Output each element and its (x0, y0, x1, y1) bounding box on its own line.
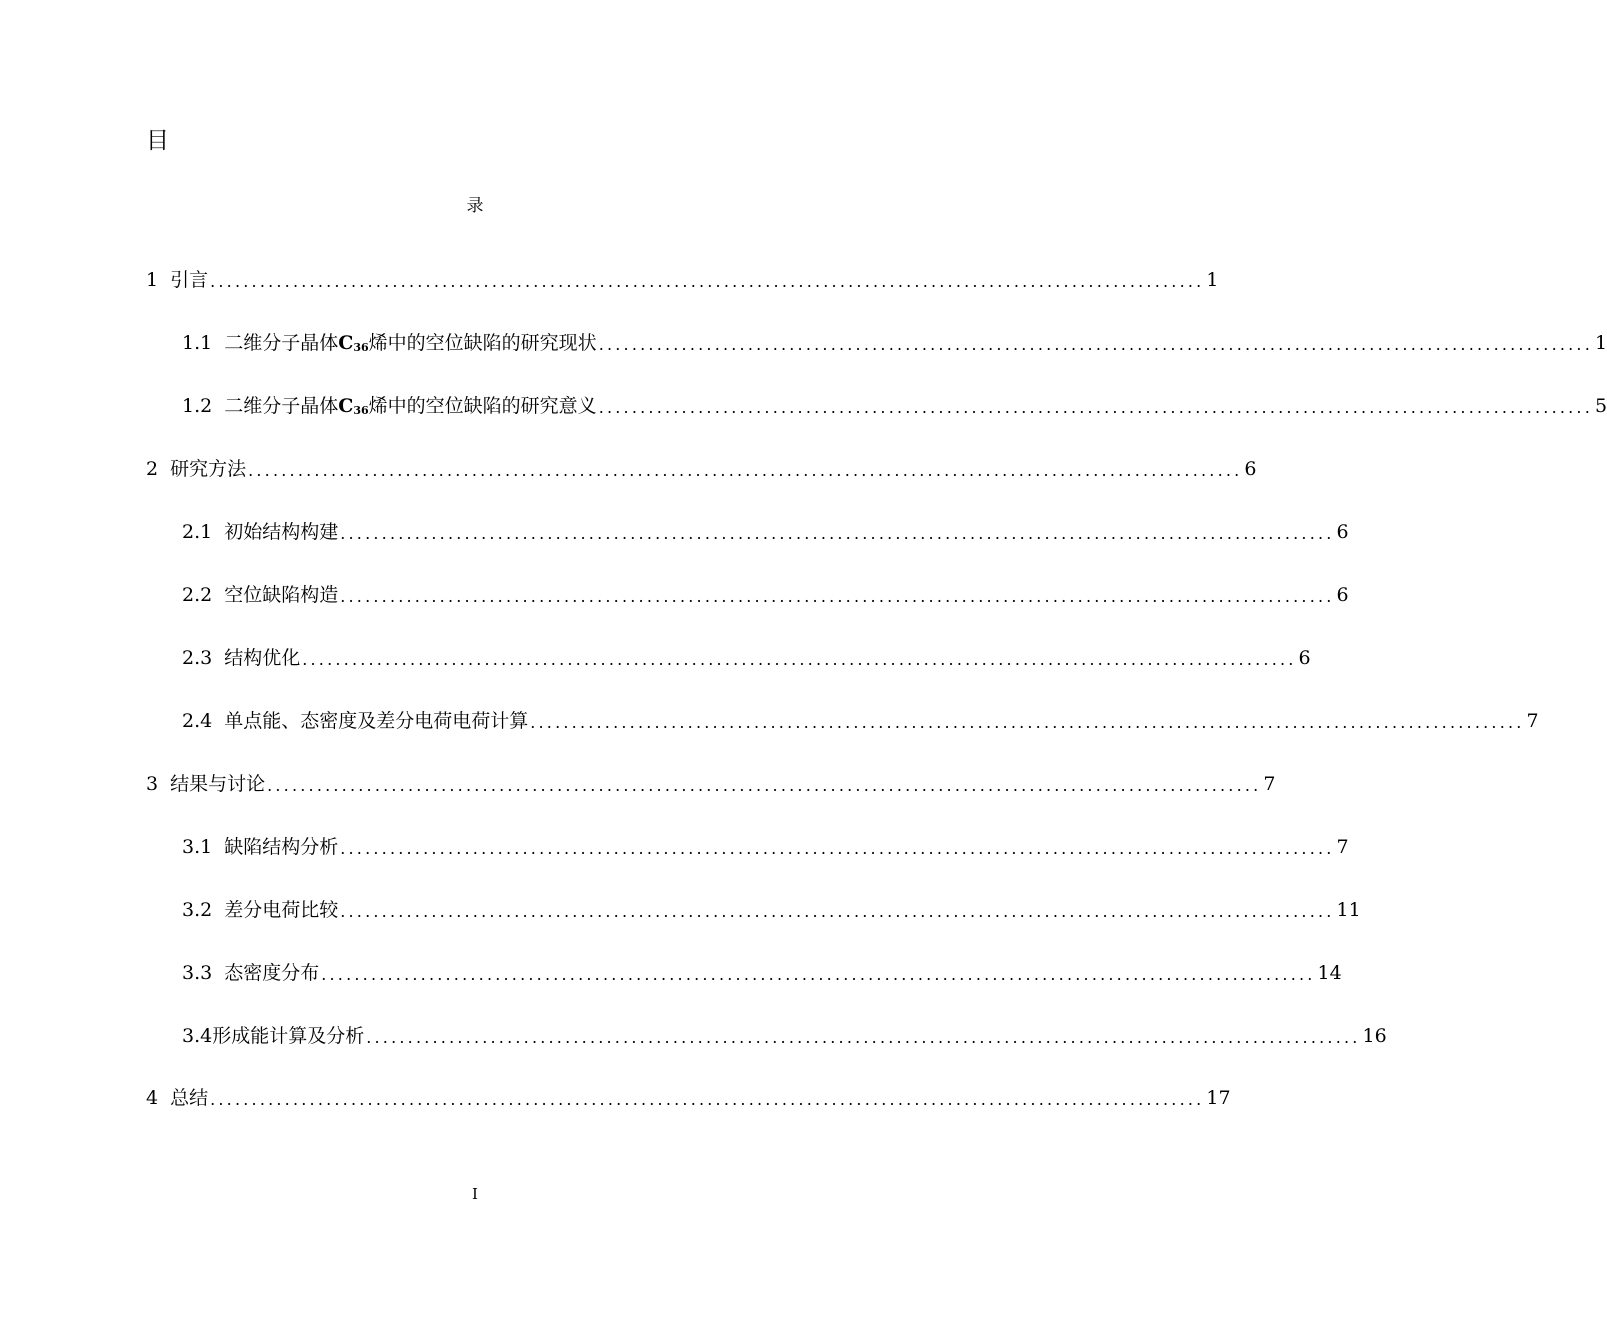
toc-entry-number: 2.3 (182, 647, 213, 669)
toc-entry-number: 3.1 (182, 836, 213, 858)
toc-entry-title: 态密度分布 (224, 962, 320, 984)
toc-entry-page: 7 (1336, 836, 1349, 858)
toc-leader-dots: ........................................................................................................................ (321, 965, 1316, 984)
toc-entry-2-1[interactable] (182, 514, 1349, 550)
toc-entry-3-4[interactable] (182, 1018, 1387, 1054)
toc-entry-3-2[interactable] (182, 892, 1361, 928)
toc-leader-dots: ........................................................................................................................ (530, 713, 1525, 732)
toc-entry-page: 16 (1362, 1025, 1387, 1047)
toc-leader-dots: ........................................................................................................................ (340, 524, 1335, 543)
toc-entry-title: 总结 (170, 1087, 209, 1109)
toc-entry-title: 研究方法 (170, 458, 247, 480)
toc-entry-title: 空位缺陷构造 (224, 584, 339, 606)
toc-entry-number: 1 (146, 269, 159, 291)
toc-leader-dots: ........................................................................................................................ (598, 398, 1593, 417)
toc-leader-dots: ........................................................................................................................ (267, 776, 1262, 795)
footer-page-number: I (472, 1185, 478, 1203)
toc-entry-page: 7 (1263, 773, 1276, 795)
toc-entry-title: 引言 (170, 269, 209, 291)
toc-heading-second-char: 录 (466, 196, 484, 216)
toc-entry-page: 14 (1317, 962, 1342, 984)
toc-entry-1-2[interactable] (182, 388, 1607, 424)
toc-entry-2-2[interactable] (182, 577, 1349, 613)
toc-entry-3[interactable] (146, 766, 1276, 802)
toc-entry-2-4[interactable] (182, 703, 1539, 739)
toc-entry-page: 5 (1595, 395, 1607, 417)
toc-entry-page: 1 (1595, 332, 1607, 354)
toc-entry-page: 7 (1526, 710, 1539, 732)
toc-entry-number: 1.1 (182, 332, 213, 354)
toc-entry-number: 2 (146, 458, 159, 480)
toc-leader-dots: ........................................................................................................................ (340, 587, 1335, 606)
toc-entry-title: 形成能计算及分析 (212, 1025, 365, 1047)
toc-entry-1[interactable] (146, 262, 1219, 298)
toc-entry-title: 差分电荷比较 (224, 899, 339, 921)
toc-leader-dots: ........................................................................................................................ (366, 1028, 1361, 1047)
toc-heading-first-char: 目 (146, 128, 169, 154)
toc-entry-page: 6 (1298, 647, 1311, 669)
toc-entry-number: 2.1 (182, 521, 213, 543)
toc-entry-page: 6 (1244, 458, 1257, 480)
toc-entry-page: 6 (1336, 521, 1349, 543)
toc-entry-2-3[interactable] (182, 640, 1311, 676)
toc-entry-1-1[interactable] (182, 325, 1607, 361)
toc-entry-number: 3.4 (182, 1025, 213, 1047)
toc-entry-number: 2.4 (182, 710, 213, 732)
toc-entry-number: 4 (146, 1087, 159, 1109)
toc-entry-title: 结构优化 (224, 647, 301, 669)
toc-entry-number: 3.2 (182, 899, 213, 921)
toc-entry-page: 11 (1336, 899, 1361, 921)
toc-leader-dots: ........................................................................................................................ (248, 461, 1243, 480)
toc-entry-2[interactable] (146, 451, 1257, 487)
toc-entry-page: 1 (1206, 269, 1219, 291)
toc-entry-title: 二维分子晶体$C_{36}$烯中的空位缺陷的研究现状 (224, 332, 597, 354)
toc-entry-number: 3 (146, 773, 159, 795)
toc-leader-dots: ........................................................................................................................ (210, 1090, 1205, 1109)
toc-entry-title: 二维分子晶体$C_{36}$烯中的空位缺陷的研究意义 (224, 395, 597, 417)
toc-entry-3-1[interactable] (182, 829, 1349, 865)
toc-leader-dots: ........................................................................................................................ (210, 272, 1205, 291)
toc-entry-title: 结果与讨论 (170, 773, 266, 795)
toc-entry-number: 3.3 (182, 962, 213, 984)
toc-entry-3-3[interactable] (182, 955, 1342, 991)
toc-leader-dots: ........................................................................................................................ (340, 839, 1335, 858)
toc-entry-number: 1.2 (182, 395, 213, 417)
toc-entry-title: 初始结构构建 (224, 521, 339, 543)
toc-entry-title: 单点能、态密度及差分电荷电荷计算 (224, 710, 529, 732)
toc-entry-page: 17 (1206, 1087, 1231, 1109)
toc-entry-number: 2.2 (182, 584, 213, 606)
toc-leader-dots: ........................................................................................................................ (340, 902, 1335, 921)
toc-leader-dots: ........................................................................................................................ (598, 335, 1593, 354)
toc-entry-page: 6 (1336, 584, 1349, 606)
toc-leader-dots: ........................................................................................................................ (302, 650, 1297, 669)
toc-entry-title: 缺陷结构分析 (224, 836, 339, 858)
toc-entry-4[interactable] (146, 1080, 1231, 1116)
